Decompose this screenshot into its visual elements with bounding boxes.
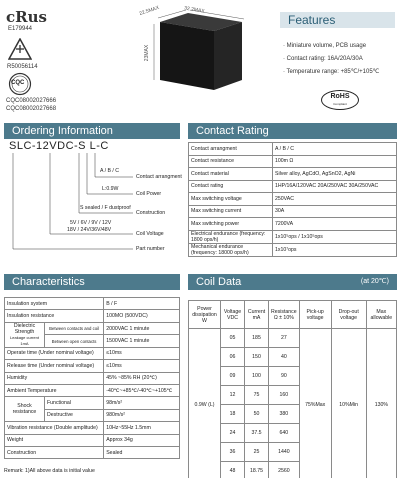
table-cell: 18.75 bbox=[245, 462, 269, 478]
table-cell: 05 bbox=[221, 329, 245, 348]
table-cell: Contact resistance bbox=[189, 155, 273, 168]
table-cell: 1HP/16A/120VAC 20A/250VAC 30A/250VAC bbox=[273, 180, 397, 193]
relay-width-dim: 22.5MAX bbox=[138, 4, 161, 18]
table-cell: Max switching voltage bbox=[189, 193, 273, 206]
table-cell: ≤10ms bbox=[104, 360, 180, 372]
table-cell: 18 bbox=[221, 405, 245, 424]
table-cell: Between contacts and coil bbox=[45, 322, 104, 335]
table-row bbox=[5, 384, 180, 396]
ordering-voltage-name: Coil Voltage bbox=[136, 231, 164, 237]
table-row bbox=[189, 180, 397, 193]
table-header-cell: Voltage VDC bbox=[221, 301, 245, 329]
table-cell: 100MO (500VDC) bbox=[104, 310, 180, 322]
table-cell bbox=[5, 322, 45, 347]
table-cell: Contact rating bbox=[189, 180, 273, 193]
table-cell: 640 bbox=[269, 424, 300, 443]
table-cell: Construction bbox=[5, 446, 104, 458]
table-cell: 75%Max bbox=[299, 329, 331, 478]
ordering-form-name: Contact arrangment bbox=[136, 174, 182, 180]
table-cell: Electrical endurance (frequency: 1800 ops/h) bbox=[189, 230, 273, 243]
ordering-voltage-values-1: 5V / 6V / 9V / 12V bbox=[70, 220, 112, 226]
leakage-label: Leakage current 1mA bbox=[10, 334, 39, 346]
table-cell: Silver alloy, AgCdO, AgSnO2, AgNi bbox=[273, 168, 397, 181]
table-row bbox=[5, 310, 180, 322]
table-cell: 37.5 bbox=[245, 424, 269, 443]
table-row bbox=[5, 397, 180, 409]
table-cell: Max switching current bbox=[189, 205, 273, 218]
table-cell: Humidity bbox=[5, 372, 104, 384]
table-cell: 90 bbox=[269, 367, 300, 386]
table-row bbox=[189, 143, 397, 156]
relay-height-dim: 23MAX bbox=[144, 44, 151, 62]
table-cell: 250VAC bbox=[273, 193, 397, 206]
ul-file-number: E179944 bbox=[8, 26, 33, 32]
table-cell: 48 bbox=[221, 462, 245, 478]
rohs-label: RoHS bbox=[330, 93, 350, 100]
table-cell: B / F bbox=[104, 298, 180, 310]
ordering-code: SLC-12VDC-S L-C bbox=[9, 140, 109, 152]
ordering-construction-name: Construction bbox=[136, 210, 166, 216]
table-cell: 980m/s² bbox=[104, 409, 180, 421]
table-header-cell: Drop-out voltage bbox=[331, 301, 366, 329]
characteristics-header: Characteristics bbox=[4, 274, 180, 290]
table-cell: 27 bbox=[269, 329, 300, 348]
feature-item: · Miniature volume, PCB usage bbox=[283, 43, 367, 49]
table-header-cell: Current mA bbox=[245, 301, 269, 329]
table-cell: 75 bbox=[245, 386, 269, 405]
table-cell: Contact arrangment bbox=[189, 143, 273, 156]
table-cell: 50 bbox=[245, 405, 269, 424]
features-list bbox=[283, 40, 379, 79]
ordering-construction-value: S sealed / F dustproof bbox=[80, 205, 131, 211]
table-row bbox=[189, 205, 397, 218]
coil-data-title: Coil Data bbox=[196, 276, 242, 288]
table-cell: 100 bbox=[245, 367, 269, 386]
table-cell: 1500VAC 1 minute bbox=[104, 335, 180, 348]
contact-rating-header: Contact Rating bbox=[188, 123, 397, 139]
table-cell: Sealed bbox=[104, 446, 180, 458]
ordering-power-value: L:0.9W bbox=[102, 186, 119, 192]
table-row bbox=[5, 360, 180, 372]
ordering-power-name: Coil Power bbox=[136, 191, 162, 197]
table-cell: 2560 bbox=[269, 462, 300, 478]
table-cell: Contact material bbox=[189, 168, 273, 181]
table-cell: Destructive bbox=[45, 409, 104, 421]
tuv-triangle-icon bbox=[8, 38, 32, 60]
table-cell: Shock resistance bbox=[5, 397, 45, 422]
cqc-number-1: CQC08002027666 bbox=[6, 98, 57, 104]
ordering-part-name: Part number bbox=[136, 246, 165, 252]
cqc-label: CQC bbox=[11, 80, 25, 86]
table-cell: A / B / C bbox=[273, 143, 397, 156]
table-cell: Functional bbox=[45, 397, 104, 409]
table-row bbox=[189, 218, 397, 231]
table-cell: Insulation system bbox=[5, 298, 104, 310]
table-cell: 0.9W (L) bbox=[189, 329, 221, 478]
table-cell: 10Hz~55Hz 1.5mm bbox=[104, 422, 180, 434]
characteristics-table bbox=[4, 297, 180, 459]
table-cell: Approx 34g bbox=[104, 434, 180, 446]
ordering-form-values: A / B / C bbox=[100, 168, 120, 174]
table-cell: 09 bbox=[221, 367, 245, 386]
table-row bbox=[189, 168, 397, 181]
feature-item: · Contact rating: 16A/20A/30A bbox=[283, 56, 363, 62]
table-cell: ≤10ms bbox=[104, 347, 180, 359]
table-header-cell: Pick-up voltage bbox=[299, 301, 331, 329]
table-cell: 1x10⁵ops / 1x10⁵ops bbox=[273, 230, 397, 243]
table-row bbox=[5, 446, 180, 458]
contact-rating-table bbox=[188, 142, 397, 257]
table-cell: 36 bbox=[221, 443, 245, 462]
table-cell: Max switching power bbox=[189, 218, 273, 231]
table-row bbox=[5, 322, 180, 335]
table-cell: 380 bbox=[269, 405, 300, 424]
table-row bbox=[5, 434, 180, 446]
table-cell: Between open contacts bbox=[45, 335, 104, 348]
table-row bbox=[189, 329, 397, 348]
table-cell: Mechanical endurance (frequency: 18000 ops/h) bbox=[189, 243, 273, 256]
table-cell: Insulation resistance bbox=[5, 310, 104, 322]
table-row bbox=[189, 243, 397, 256]
table-cell: 160 bbox=[269, 386, 300, 405]
table-cell: 98m/s² bbox=[104, 397, 180, 409]
table-header-cell: Power dissipation W bbox=[189, 301, 221, 329]
coil-data-table bbox=[188, 300, 397, 478]
cqc-number-2: CQC08002027668 bbox=[6, 106, 57, 112]
table-cell: 130% bbox=[366, 329, 396, 478]
ordering-voltage-values-2: 18V / 24V/36V/48V bbox=[67, 227, 112, 233]
table-cell: Release time (Under nominal voltage) bbox=[5, 360, 104, 372]
remark-text: Remark: 1)All above data is initial value bbox=[4, 468, 95, 474]
table-row bbox=[5, 298, 180, 310]
table-cell: 30A bbox=[273, 205, 397, 218]
table-cell: 1440 bbox=[269, 443, 300, 462]
table-cell: 40 bbox=[269, 348, 300, 367]
table-cell: 150 bbox=[245, 348, 269, 367]
table-row bbox=[189, 230, 397, 243]
table-cell: 1x10⁷ops bbox=[273, 243, 397, 256]
table-row bbox=[5, 422, 180, 434]
feature-item: · Temperature range: +85℃/+105℃ bbox=[283, 69, 380, 75]
rohs-badge bbox=[321, 90, 359, 110]
coil-data-header bbox=[188, 274, 397, 290]
table-row bbox=[189, 155, 397, 168]
features-header: Features bbox=[280, 12, 395, 28]
table-cell: 25 bbox=[245, 443, 269, 462]
table-header-row bbox=[189, 301, 397, 329]
table-cell: 45% ~85% RH (20℃) bbox=[104, 372, 180, 384]
table-cell: Weight bbox=[5, 434, 104, 446]
dielectric-label: Dielectric Strength bbox=[13, 322, 36, 335]
table-cell: Operate time (Under nominal voltage) bbox=[5, 347, 104, 359]
rohs-sublabel: Compliant bbox=[333, 102, 347, 106]
tuv-file-number: R50056114 bbox=[7, 64, 38, 70]
table-row bbox=[189, 193, 397, 206]
coil-data-temp-note: (at 20℃) bbox=[360, 278, 389, 285]
table-cell: 185 bbox=[245, 329, 269, 348]
relay-length-dim: 32.2MAX bbox=[183, 5, 205, 15]
table-header-cell: Max allowable bbox=[366, 301, 396, 329]
table-row bbox=[5, 347, 180, 359]
table-cell: 10%Min bbox=[331, 329, 366, 478]
table-cell: 24 bbox=[221, 424, 245, 443]
table-cell: 100m Ω bbox=[273, 155, 397, 168]
ul-mark: cRus bbox=[6, 8, 47, 26]
table-cell: 7200VA bbox=[273, 218, 397, 231]
table-cell: 12 bbox=[221, 386, 245, 405]
ordering-header: Ordering Information bbox=[4, 123, 180, 139]
table-cell: -40℃~+85℃/-40℃~+105℃ bbox=[104, 384, 180, 396]
table-cell: 2000VAC 1 minute bbox=[104, 322, 180, 335]
table-cell: Ambient Temperature bbox=[5, 384, 104, 396]
table-cell: Vibration resistance (Double amplitude) bbox=[5, 422, 104, 434]
table-header-cell: Resistance Ω ± 10% bbox=[269, 301, 300, 329]
table-cell: 06 bbox=[221, 348, 245, 367]
table-row bbox=[5, 372, 180, 384]
